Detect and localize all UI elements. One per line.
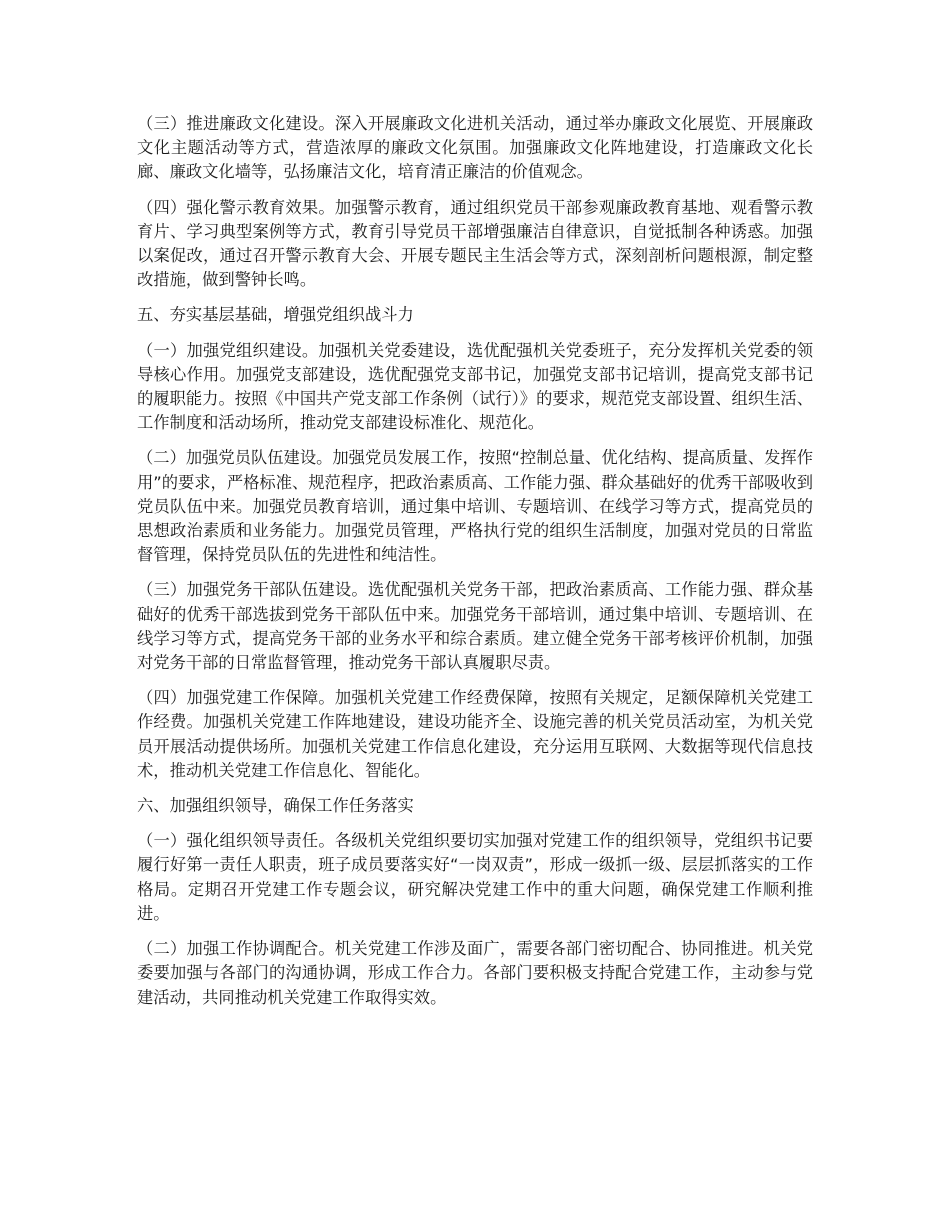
- section-heading-six: 六、加强组织领导，确保工作任务落实: [137, 796, 414, 816]
- paragraph-dangyuan-duiwu-jianshe: （二）加强党员队伍建设。加强党员发展工作，按照“控制总量、优化结构、提高质量、发挥作用”的要求，严格标准、规范程序，把政治素质高、工作能力强、群众基础好的优秀干部吸收到党员队伍中来。加强党员教育培训，通过集中培训、专题培训、在线学习等方式，提高党员的思想政治素质和业务能力。加强党员管理，严格执行党的组织生活制度，加强对党员的日常监督管理，保持党员队伍的先进性和纯洁性。: [137, 448, 813, 565]
- paragraph-dangzuzhi-jianshe: （一）加强党组织建设。加强机关党委建设，选优配强机关党委班子，充分发挥机关党委的领导核心作用。加强党支部建设，选优配强党支部书记，加强党支部书记培训，提高党支部书记的履职能力。按照《中国共产党支部工作条例（试行）》的要求，规范党支部设置、组织生活、工作制度和活动场所，推动党支部建设标准化、规范化。: [137, 340, 813, 433]
- paragraph-gongzuo-xietiao-peihe: （二）加强工作协调配合。机关党建工作涉及面广，需要各部门密切配合、协同推进。机关党委要加强与各部门的沟通协调，形成工作合力。各部门要积极支持配合党建工作，主动参与党建活动，共同推动机关党建工作取得实效。: [137, 939, 813, 1007]
- paragraph-zuzhi-lingdao-zeren: （一）强化组织领导责任。各级机关党组织要切实加强对党建工作的组织领导，党组织书记要履行好第一责任人职责，班子成员要落实好“一岗双责”，形成一级抓一级、层层抓落实的工作格局。定期召开党建工作专题会议，研究解决党建工作中的重大问题，确保党建工作顺利推进。: [137, 831, 813, 923]
- paragraph-dangwu-ganbu-duiwu-jianshe: （三）加强党务干部队伍建设。选优配强机关党务干部，把政治素质高、工作能力强、群众基础好的优秀干部选拔到党务干部队伍中来。加强党务干部培训，通过集中培训、专题培训、在线学习等方式，提高党务干部的业务水平和综合素质。建立健全党务干部考核评价机制，加强对党务干部的日常监督管理，推动党务干部认真履职尽责。: [137, 580, 813, 673]
- paragraph-jingshi-jiaoyu-xiaoguo: （四）强化警示教育效果。加强警示教育，通过组织党员干部参观廉政教育基地、观看警示教育片、学习典型案例等方式，教育引导党员干部增强廉洁自律意识，自觉抵制各种诱惑。加强以案促改，通过召开警示教育大会、开展专题民主生活会等方式，深刻剖析问题根源，制定整改措施，做到警钟长鸣。: [137, 197, 813, 290]
- paragraph-lianzheng-wenhua-jianshe: （三）推进廉政文化建设。深入开展廉政文化进机关活动，通过举办廉政文化展览、开展廉政文化主题活动等方式，营造浓厚的廉政文化氛围。加强廉政文化阵地建设，打造廉政文化长廊、廉政文化墙等，弘扬廉洁文化，培育清正廉洁的价值观念。: [137, 114, 813, 182]
- document-body: [137, 112, 813, 1021]
- section-heading-five: 五、夯实基层基础，增强党组织战斗力: [137, 305, 414, 325]
- paragraph-dangjian-gongzuo-baozhang: （四）加强党建工作保障。加强机关党建工作经费保障，按照有关规定，足额保障机关党建工作经费。加强机关党建工作阵地建设，建设功能齐全、设施完善的机关党员活动室，为机关党员开展活动提供场所。加强机关党建工作信息化建设，充分运用互联网、大数据等现代信息技术，推动机关党建工作信息化、智能化。: [137, 688, 813, 780]
